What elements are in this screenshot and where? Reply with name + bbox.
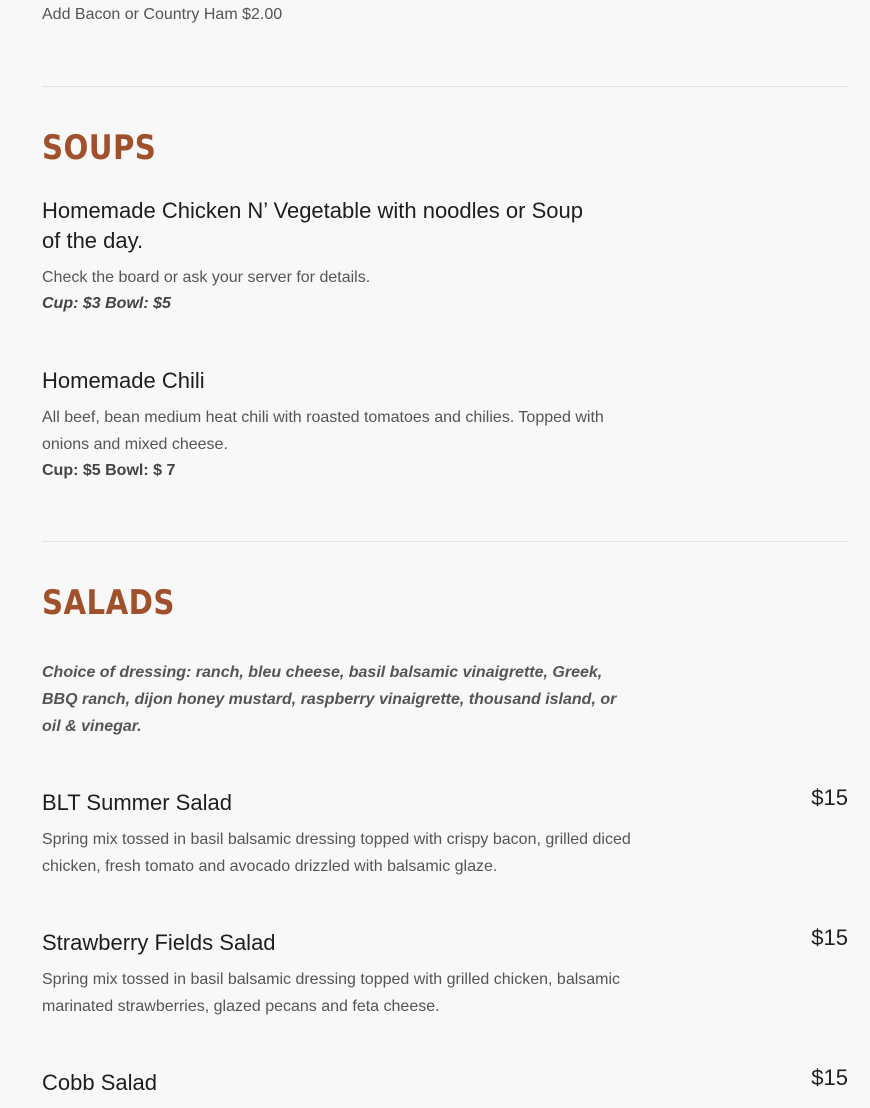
dressing-note: Choice of dressing: ranch, bleu cheese, basil balsamic vinaigrette, Greek, BBQ ranch, dijon honey mustard, raspberry vinaigrette, thousand island, or oil & vinegar. [42, 664, 617, 735]
cobb-salad-price: $15 [811, 1065, 848, 1090]
soup-item-price: Cup: $3 Bowl: $5 [42, 295, 171, 312]
section-divider [42, 541, 848, 542]
salads-heading: SALADS [42, 583, 175, 623]
chili-item-desc: All beef, bean medium heat chili with roasted tomatoes and chilies. Topped with onions and mixed cheese. [42, 409, 604, 453]
chili-item-price: Cup: $5 Bowl: $ 7 [42, 462, 176, 479]
soup-item-desc: Check the board or ask your server for details. [42, 269, 371, 286]
blt-salad-price: $15 [811, 785, 848, 810]
cobb-salad-name: Cobb Salad [42, 1070, 157, 1095]
blt-salad-name: BLT Summer Salad [42, 790, 232, 815]
add-bacon-note: Add Bacon or Country Ham $2.00 [42, 6, 283, 23]
chili-item-name: Homemade Chili [42, 368, 205, 393]
soups-heading: SOUPS [42, 128, 157, 168]
strawberry-salad-desc: Spring mix tossed in basil balsamic dressing topped with grilled chicken, balsamic marinated strawberries, glazed pecans and feta cheese. [42, 971, 621, 1015]
blt-salad-desc: Spring mix tossed in basil balsamic dressing topped with crispy bacon, grilled diced chicken, fresh tomato and avocado drizzled with balsamic glaze. [42, 831, 631, 875]
strawberry-salad-name: Strawberry Fields Salad [42, 930, 276, 955]
section-divider [42, 86, 848, 87]
soup-item-name: Homemade Chicken N’ Vegetable with noodles or Soup of the day. [42, 198, 583, 253]
strawberry-salad-price: $15 [811, 925, 848, 950]
